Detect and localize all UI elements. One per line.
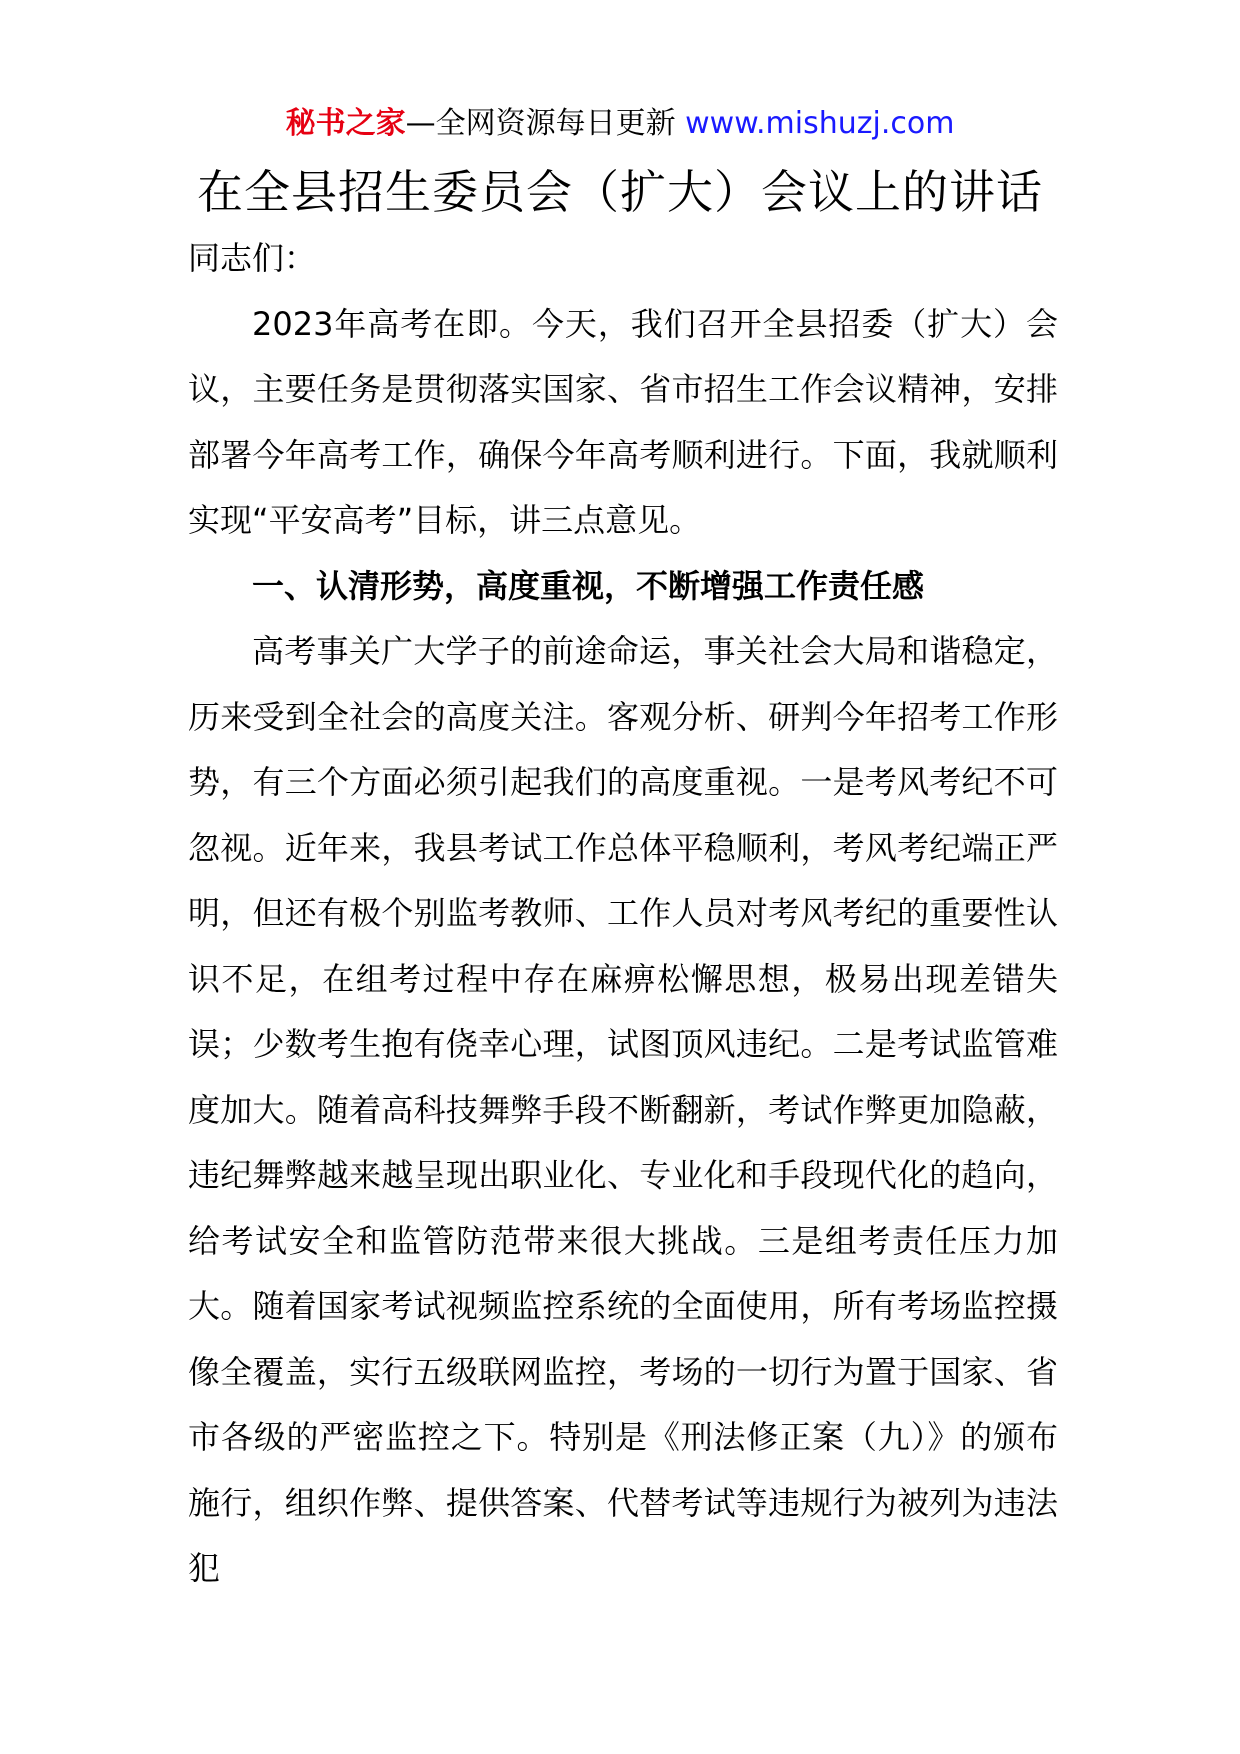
body-paragraph-intro: 2023年高考在即。今天，我们召开全县招委（扩大）会议，主要任务是贯彻落实国家、省市招生工作会议精神，安排部署今年高考工作，确保今年高考顺利进行。下面，我就顺利实现“平安高考”目标，讲三点意见。 [188,304,1058,539]
site-header [0,102,1240,146]
site-url-link[interactable]: www.mishuzj.com [685,106,955,141]
section-heading-1: 一、认清形势，高度重视，不断增强工作责任感 [252,566,925,605]
site-tagline: —全网资源每日更新 [405,106,676,141]
body-paragraph-section-1: 高考事关广大学子的前途命运，事关社会大局和谐稳定，历来受到全社会的高度关注。客观分析、研判今年招考工作形势，有三个方面必须引起我们的高度重视。一是考风考纪不可忽视。近年来，我县考试工作总体平稳顺利，考风考纪端正严明，但还有极个别监考教师、工作人员对考风考纪的重要性认识不足，在组考过程中存在麻痹松懈思想，极易出现差错失误；少数考生抱有侥幸心理，试图顶风违纪。二是考试监管难度加大。随着高科技舞弊手段不断翻新，考试作弊更加隐蔽，违纪舞弊越来越呈现出职业化、专业化和手段现代化的趋向，给考试安全和监管防范带来很大挑战。三是组考责任压力加大。随着国家考试视频监控系统的全面使用，所有考场监控摄像全覆盖，实行五级联网监控，考场的一切行为置于国家、省市各级的严密监控之下。特别是《刑法修正案（九）》的颁布施行，组织作弊、提供答案、代替考试等违规行为被列为违法犯 [188,632,1058,1587]
document-title: 在全县招生委员会（扩大）会议上的讲话 [197,165,1043,219]
brand-name: 秘书之家 [285,106,406,141]
salutation: 同志们： [188,239,317,277]
document-body [188,226,1058,1602]
